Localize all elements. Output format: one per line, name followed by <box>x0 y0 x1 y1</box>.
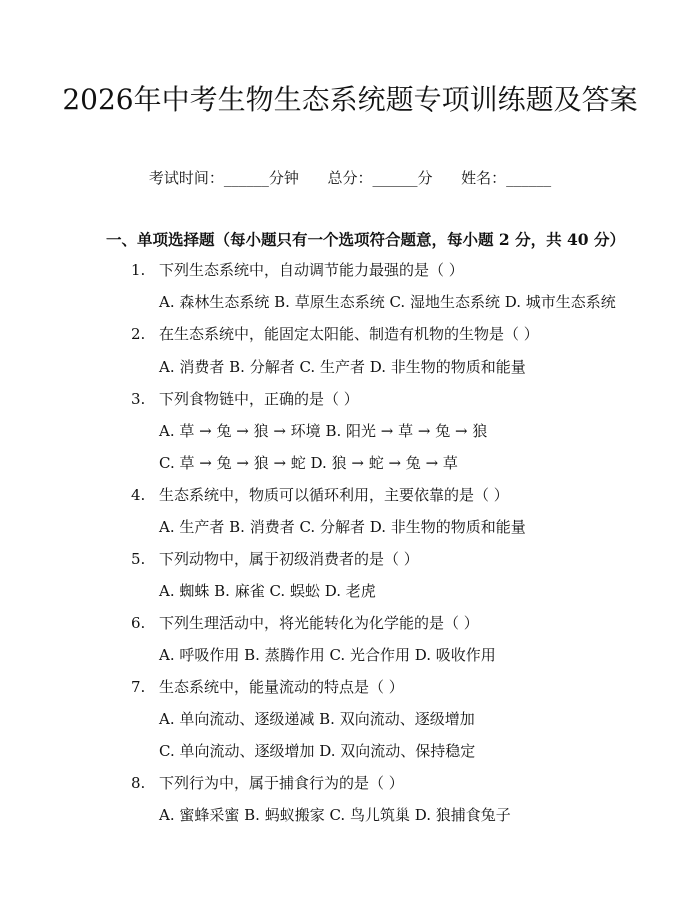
question-number: 7. <box>131 678 146 696</box>
options-line: A. 蜘蛛 B. 麻雀 C. 蜈蚣 D. 老虎 <box>159 582 376 600</box>
question-number: 6. <box>131 614 146 632</box>
question-text: 生态系统中，物质可以循环利用，主要依靠的是（ ） <box>159 486 509 504</box>
options-line: A. 呼吸作用 B. 蒸腾作用 C. 光合作用 D. 吸收作用 <box>159 646 496 664</box>
question-text: 生态系统中，能量流动的特点是（ ） <box>159 678 404 696</box>
options-line: C. 草 → 兔 → 狼 → 蛇 D. 狼 → 蛇 → 兔 → 草 <box>159 454 458 472</box>
options-line: A. 蜜蜂采蜜 B. 蚂蚁搬家 C. 鸟儿筑巢 D. 狼捕食兔子 <box>159 806 511 824</box>
options-line: A. 生产者 B. 消费者 C. 分解者 D. 非生物的物质和能量 <box>159 518 526 536</box>
question-text: 下列行为中，属于捕食行为的是（ ） <box>159 774 404 792</box>
question-text: 下列生态系统中，自动调节能力最强的是（ ） <box>159 261 464 279</box>
section-heading: 一、单项选择题（每小题只有一个选项符合题意，每小题 2 分，共 40 分） <box>106 230 625 249</box>
question-text: 下列生理活动中，将光能转化为化学能的是（ ） <box>159 614 479 632</box>
question-text: 下列食物链中，正确的是（ ） <box>159 390 359 408</box>
question-number: 5. <box>131 550 146 568</box>
question-number: 4. <box>131 486 146 504</box>
options-line: A. 草 → 兔 → 狼 → 环境 B. 阳光 → 草 → 兔 → 狼 <box>159 422 488 440</box>
question-number: 1. <box>131 261 146 279</box>
question-number: 3. <box>131 390 146 408</box>
options-line: A. 单向流动、逐级递减 B. 双向流动、逐级增加 <box>159 710 475 728</box>
page-title: 2026年中考生物生态系统题专项训练题及答案 <box>62 83 638 116</box>
question-number: 2. <box>131 325 146 343</box>
question-text: 下列动物中，属于初级消费者的是（ ） <box>159 550 419 568</box>
question-text: 在生态系统中，能固定太阳能、制造有机物的生物是（ ） <box>159 325 539 343</box>
options-line: A. 消费者 B. 分解者 C. 生产者 D. 非生物的物质和能量 <box>159 358 526 376</box>
options-line: A. 森林生态系统 B. 草原生态系统 C. 湿地生态系统 D. 城市生态系统 <box>159 293 616 311</box>
exam-info: 考试时间：______分钟 总分：______分 姓名：______ <box>148 169 552 187</box>
question-number: 8. <box>131 774 146 792</box>
options-line: C. 单向流动、逐级增加 D. 双向流动、保持稳定 <box>159 742 476 760</box>
